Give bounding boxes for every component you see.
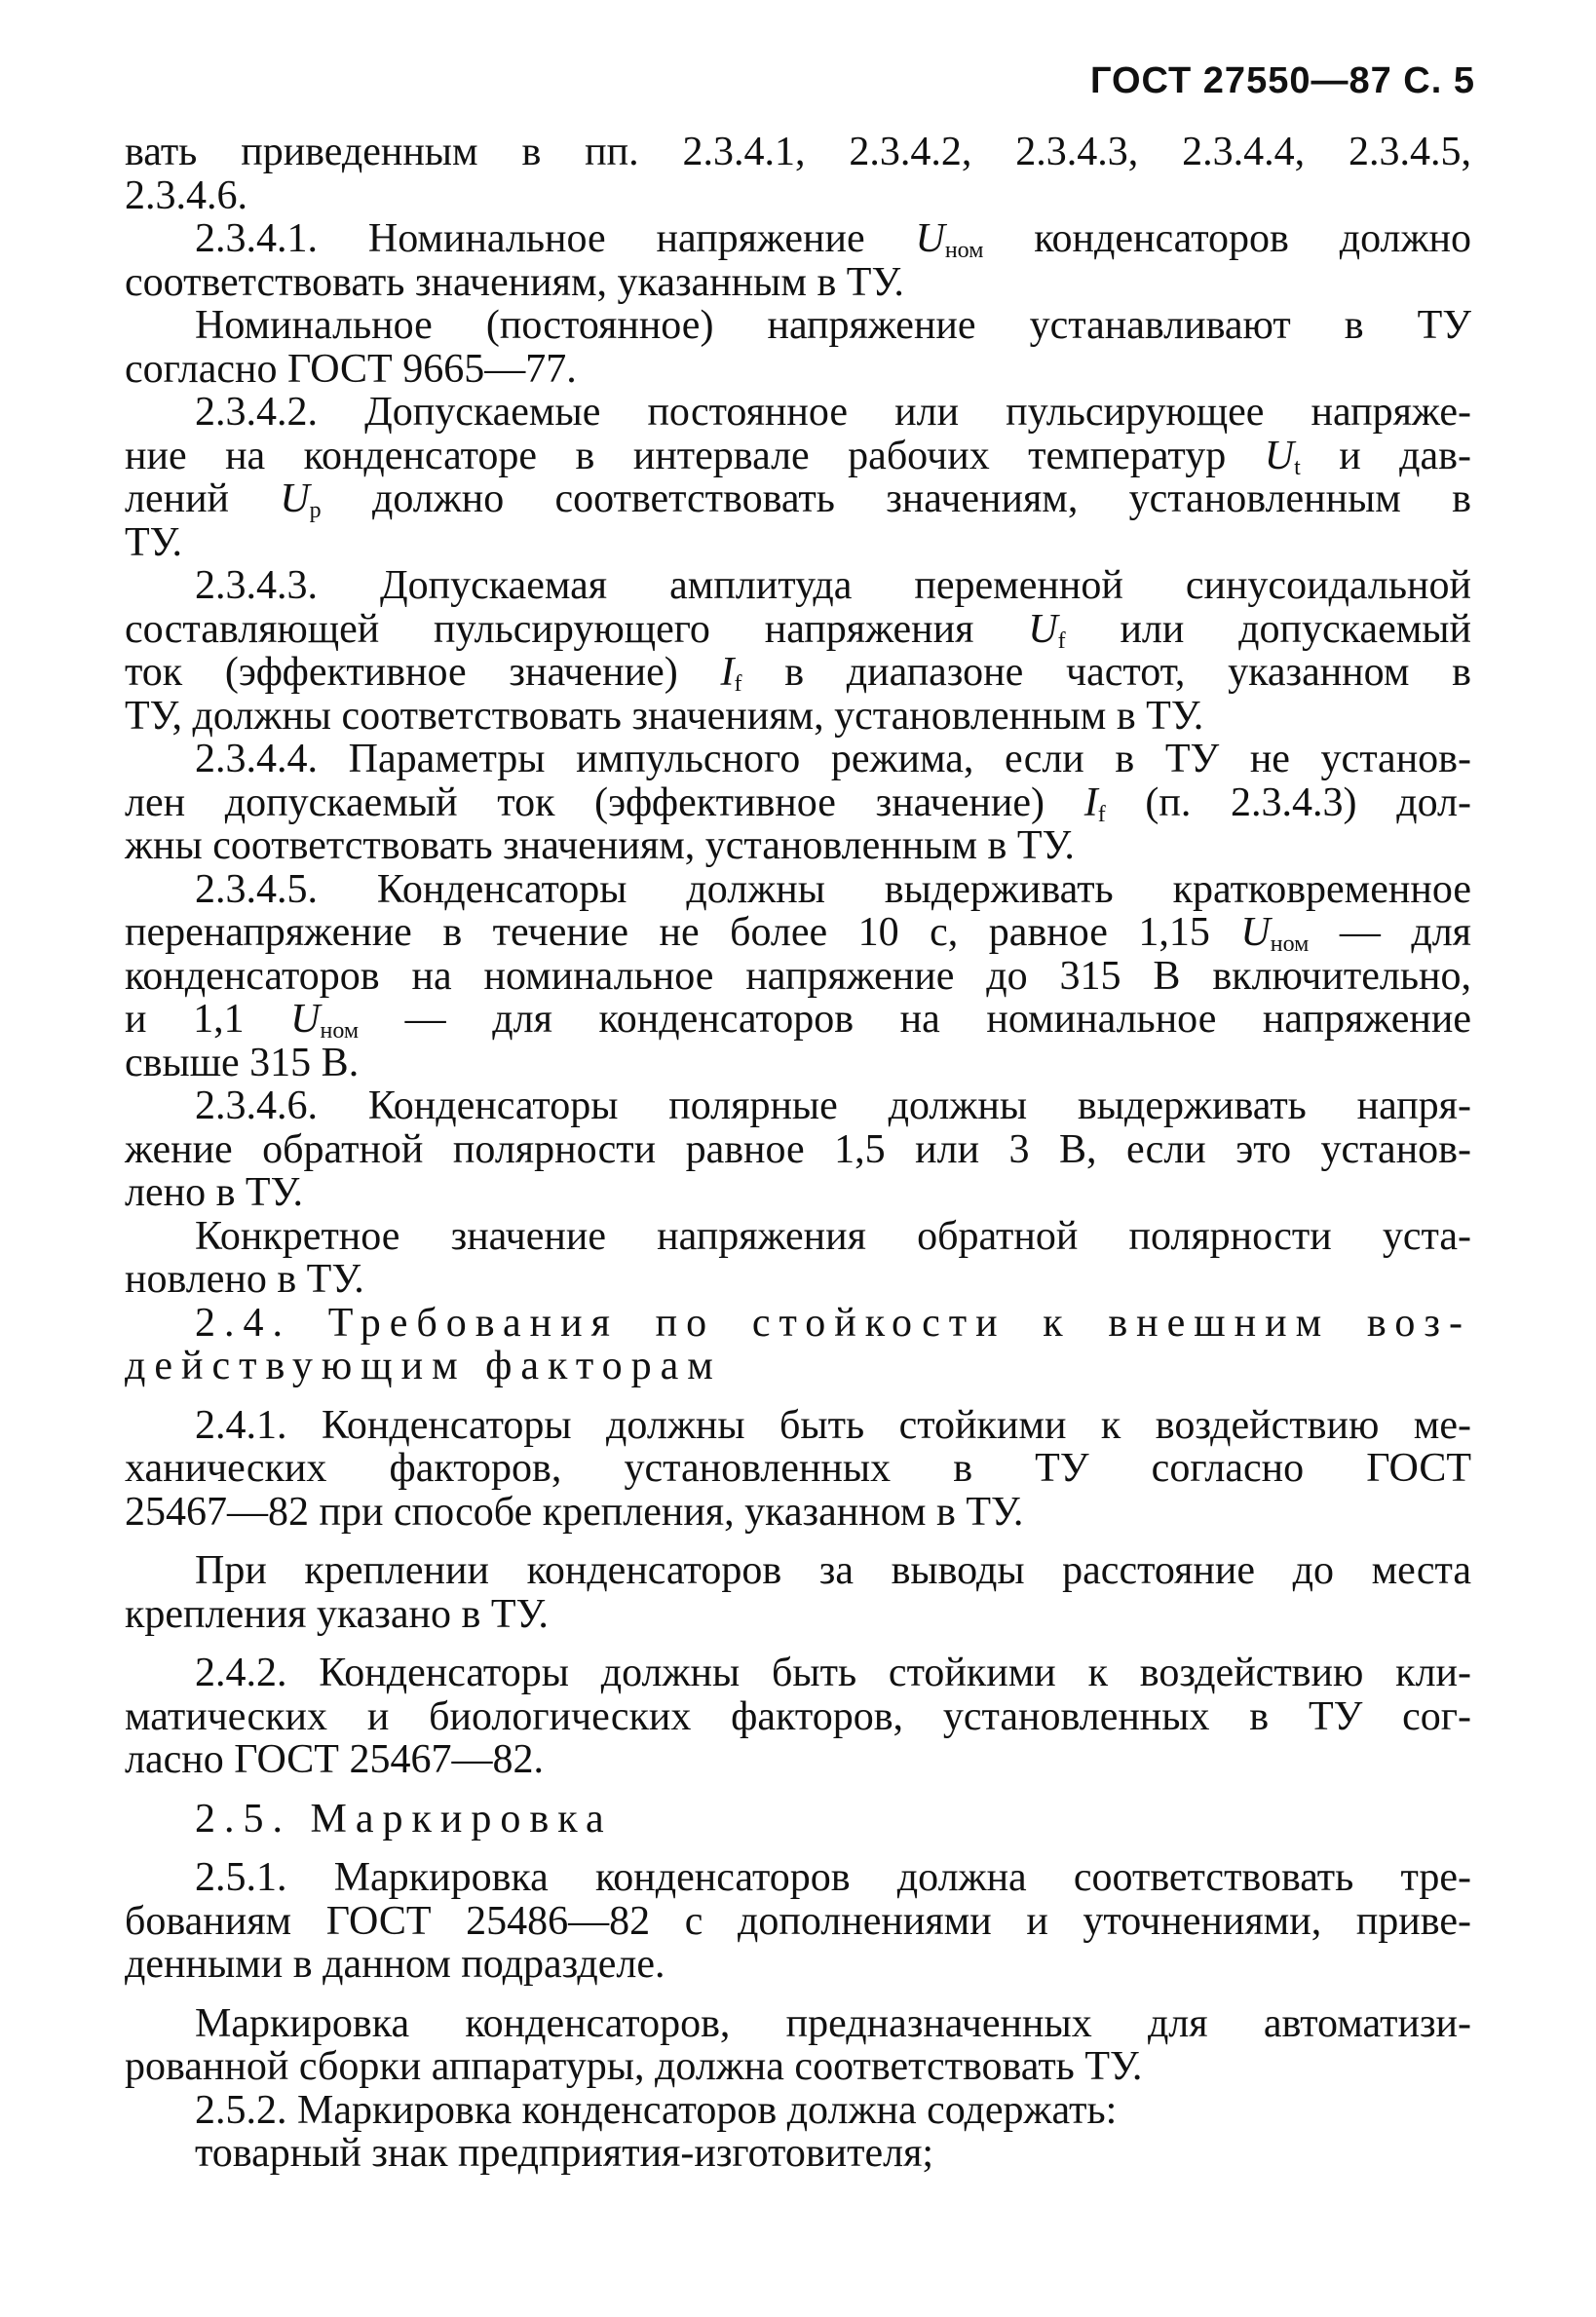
text-line: конденсаторов на номинальное напряжение до 315 В включительно, xyxy=(125,953,1471,999)
text-line: свыше 315 В. xyxy=(125,1040,360,1085)
page-header: ГОСТ 27550—87 С. 5 xyxy=(1089,60,1475,101)
text-line: При креплении конденсаторов за выводы расстояние до места xyxy=(195,1548,1471,1593)
text-line: Номинальное (постоянное) напряжение устанавливают в ТУ xyxy=(195,303,1471,348)
text-line: жны соответствовать значениям, установленным в ТУ. xyxy=(125,823,1075,868)
text-line: ток (эффективное значение) $I_f$ в диапазоне частот, указанном в xyxy=(125,650,1471,697)
text-line: бованиям ГОСТ 25486—82 с дополнениями и уточнениями, приве- xyxy=(125,1898,1471,1944)
text-line: 2.3.4.4. Параметры импульсного режима, если в ТУ не установ- xyxy=(195,737,1471,781)
text-line: лено в ТУ. xyxy=(125,1170,303,1215)
text-line: ние на конденсаторе в интервале рабочих температур $U_t$ и дав- xyxy=(125,433,1472,480)
text-line: лений $U_p$ должно соответствовать значениям, установленным в xyxy=(125,476,1472,523)
text-line: ТУ, должны соответствовать значениям, установленным в ТУ. xyxy=(125,693,1204,739)
text-line: 2.3.4.5. Конденсаторы должны выдерживать кратковременное xyxy=(195,866,1471,912)
section-heading: 2.4. Требования по стойкости к внешним воз- xyxy=(195,1300,1471,1346)
text-line: 2.3.4.2. Допускаемые постоянное или пульсирующее напряже- xyxy=(195,390,1471,435)
text-line: матических и биологических факторов, установленных в ТУ сог- xyxy=(125,1693,1471,1739)
text-line: 2.3.4.3. Допускаемая амплитуда переменной синусоидальной xyxy=(195,563,1471,608)
text-line: 2.4.2. Конденсаторы должны быть стойкими к воздействию кли- xyxy=(195,1651,1471,1695)
text-line: рованной сборки аппаратуры, должна соответствовать ТУ. xyxy=(125,2044,1143,2089)
text-line: 25467—82 при способе крепления, указанном в ТУ. xyxy=(125,1489,1024,1535)
text-line: и 1,1 $U_{ном}$ — для конденсаторов на номинальное напряжение xyxy=(125,997,1471,1044)
text-line: Маркировка конденсаторов, предназначенных для автоматизи- xyxy=(195,2000,1471,2046)
text-line: 2.3.4.6. Конденсаторы полярные должны выдерживать напря- xyxy=(195,1083,1471,1128)
text-line: денными в данном подразделе. xyxy=(125,1942,665,1987)
text-line: новлено в ТУ. xyxy=(125,1257,364,1302)
document-body xyxy=(125,131,1471,2176)
text-line: ласно ГОСТ 25467—82. xyxy=(125,1737,544,1782)
text-line: согласно ГОСТ 9665—77. xyxy=(125,346,577,392)
text-line: Конкретное значение напряжения обратной полярности уста- xyxy=(195,1213,1471,1259)
text-line: 2.5.1. Маркировка конденсаторов должна соответствовать тре- xyxy=(195,1855,1471,1900)
text-line: ханических факторов, установленных в ТУ согласно ГОСТ xyxy=(125,1446,1471,1491)
text-line: крепления указано в ТУ. xyxy=(125,1591,549,1637)
text-line: 2.5.2. Маркировка конденсаторов должна содержать: xyxy=(195,2087,1118,2133)
text-line: 2.4.1. Конденсаторы должны быть стойкими к воздействию ме- xyxy=(195,1402,1471,1448)
section-heading: действующим факторам xyxy=(125,1344,722,1388)
text-line: товарный знак предприятия-изготовителя; xyxy=(195,2131,934,2176)
text-line: лен допускаемый ток (эффективное значение) $I_f$ (п. 2.3.4.3) дол- xyxy=(125,779,1471,827)
text-line: 2.3.4.1. Номинальное напряжение $U_{ном}$ конденсаторов должно xyxy=(195,216,1471,263)
text-line: 2.3.4.6. xyxy=(125,172,247,218)
text-line: вать приведенным в пп. 2.3.4.1, 2.3.4.2, 2.3.4.3, 2.3.4.4, 2.3.4.5, xyxy=(125,130,1471,174)
text-line: жение обратной полярности равное 1,5 или 3 В, если это установ- xyxy=(125,1126,1471,1172)
text-line: ТУ. xyxy=(125,519,183,565)
text-line: перенапряжение в течение не более 10 с, равное 1,15 $U_{ном}$ — для xyxy=(125,910,1471,957)
text-line: соответствовать значениям, указанным в ТУ. xyxy=(125,259,904,305)
text-line: составляющей пульсирующего напряжения $U_f$ или допускаемый xyxy=(125,606,1471,654)
section-heading: 2.5. Маркировка xyxy=(195,1796,613,1842)
